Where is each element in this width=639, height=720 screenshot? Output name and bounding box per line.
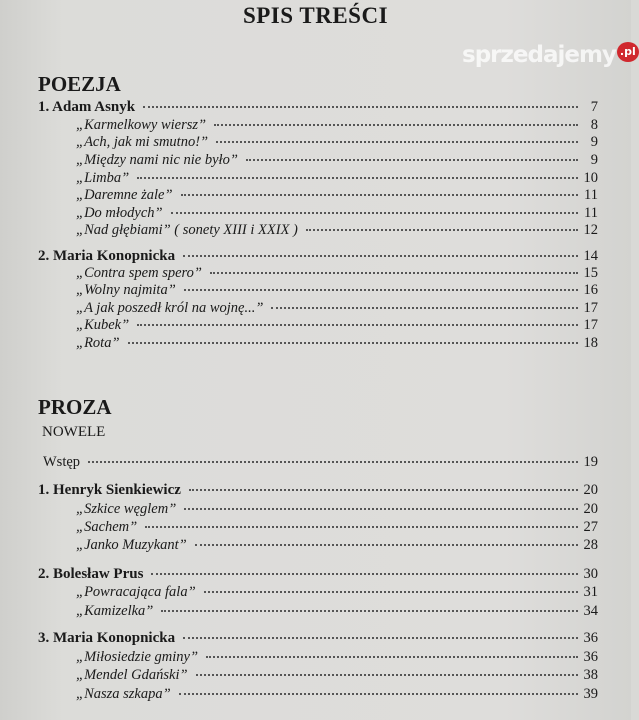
toc-entry: [38, 630, 598, 647]
toc-entry-title: „Daremne żale”: [76, 187, 173, 203]
toc-entry-page-number: 36: [583, 630, 598, 646]
page-title: SPIS TREŚCI: [242, 3, 389, 28]
toc-entry-title: „A jak poszedł król na wojnę...”: [76, 300, 264, 316]
subsection-heading-nowele: NOWELE: [42, 424, 106, 440]
toc-entry-title: „Mendel Gdański”: [76, 667, 188, 683]
toc-entry: [38, 99, 598, 116]
toc-entry: [76, 170, 598, 187]
dot-leader: [161, 609, 577, 612]
toc-entry-title: „Limba”: [76, 170, 130, 186]
toc-entry-title: „Rota”: [76, 335, 120, 351]
toc-entry-page-number: 9: [590, 152, 598, 168]
section-heading-proza: PROZA: [38, 395, 112, 419]
toc-entry-title: „Powracająca fala”: [76, 584, 196, 600]
toc-entry: [76, 649, 598, 666]
toc-entry-page-number: 19: [583, 454, 598, 470]
dot-leader: [183, 636, 577, 639]
toc-entry-title: Wstęp: [43, 454, 81, 470]
toc-entry: [76, 222, 598, 239]
toc-entry: [43, 454, 598, 471]
dot-leader: [246, 158, 578, 161]
toc-entry: [76, 584, 598, 601]
toc-entry-title: „Ach, jak mi smutno!”: [76, 134, 209, 150]
toc-entry: [76, 117, 598, 134]
toc-entry-title: „Janko Muzykant”: [76, 537, 187, 553]
toc-entry-page-number: 28: [583, 537, 598, 553]
toc-entry: [76, 317, 598, 334]
toc-entry: [38, 248, 598, 265]
dot-leader: [184, 288, 578, 291]
toc-entry: [38, 566, 598, 583]
toc-entry-page-number: 12: [583, 222, 598, 238]
toc-entry: [76, 134, 598, 151]
toc-entry-title: „Kubek”: [76, 317, 130, 333]
toc-entry: [76, 335, 598, 352]
watermark-badge: .pl: [617, 42, 639, 62]
toc-entry-title: „Sachem”: [76, 519, 138, 535]
dot-leader: [171, 211, 578, 214]
dot-leader: [128, 341, 578, 344]
dot-leader: [88, 460, 577, 463]
toc-entry-title: „Miłosiedzie gminy”: [76, 649, 199, 665]
dot-leader: [271, 306, 577, 309]
dot-leader: [179, 692, 578, 695]
toc-entry-page-number: 17: [583, 317, 598, 333]
toc-entry-title: 2. Bolesław Prus: [38, 566, 144, 582]
toc-entry-title: „Kamizelka”: [76, 603, 154, 619]
toc-entry-title: „Do młodych”: [76, 205, 163, 221]
toc-entry-page-number: 11: [584, 205, 598, 221]
toc-entry-page-number: 38: [583, 667, 598, 683]
toc-entry-page-number: 31: [583, 584, 598, 600]
dot-leader: [306, 228, 578, 231]
toc-entry: [76, 537, 598, 554]
toc-entry: [76, 152, 598, 169]
toc-entry-title: „Wolny najmita”: [76, 282, 176, 298]
toc-entry: [76, 603, 598, 620]
toc-entry-page-number: 30: [583, 566, 598, 582]
dot-leader: [183, 254, 577, 257]
toc-entry-title: 1. Henryk Sienkiewicz: [38, 482, 181, 498]
toc-entry-page-number: 20: [583, 501, 598, 517]
toc-entry-title: „Nad głębiami” ( sonety XIII i XXIX ): [76, 222, 298, 238]
dot-leader: [206, 655, 577, 658]
toc-entry: [76, 519, 598, 536]
toc-entry-page-number: 34: [583, 603, 598, 619]
toc-entry-page-number: 17: [583, 300, 598, 316]
toc-entry: [76, 265, 598, 282]
toc-entry-title: 3. Maria Konopnicka: [38, 630, 176, 646]
dot-leader: [184, 507, 577, 510]
toc-entry-title: „Między nami nic nie było”: [76, 152, 238, 168]
dot-leader: [137, 176, 577, 179]
toc-entry-page-number: 10: [583, 170, 598, 186]
toc-entry: [76, 187, 598, 204]
toc-entry-page-number: 11: [584, 187, 598, 203]
toc-entry-title: 1. Adam Asnyk: [38, 99, 136, 115]
toc-entry: [76, 667, 598, 684]
toc-entry: [76, 300, 598, 317]
dot-leader: [210, 271, 578, 274]
toc-entry: [76, 205, 598, 222]
dot-leader: [196, 673, 578, 676]
toc-entry-page-number: 9: [590, 134, 598, 150]
toc-entry-page-number: 7: [590, 99, 598, 115]
toc-entry-title: „Szkice węglem”: [76, 501, 177, 517]
dot-leader: [195, 543, 578, 546]
dot-leader: [137, 323, 577, 326]
toc-entry: [38, 482, 598, 499]
toc-entry-page-number: 20: [583, 482, 598, 498]
watermark-logo: [462, 42, 639, 68]
toc-entry-title: 2. Maria Konopnicka: [38, 248, 176, 264]
toc-entry-title: „Karmelkowy wiersz”: [76, 117, 207, 133]
toc-entry-page-number: 16: [583, 282, 598, 298]
toc-entry-page-number: 8: [590, 117, 598, 133]
dot-leader: [151, 572, 577, 575]
toc-entry-title: „Contra spem spero”: [76, 265, 202, 281]
dot-leader: [143, 105, 578, 108]
section-heading-poezja: POEZJA: [38, 72, 121, 96]
dot-leader: [189, 488, 578, 491]
toc-entry-page-number: 39: [583, 686, 598, 702]
toc-entry-page-number: 15: [583, 265, 598, 281]
dot-leader: [145, 525, 577, 528]
toc-entry-title: „Nasza szkapa”: [76, 686, 171, 702]
toc-entry: [76, 282, 598, 299]
toc-entry: [76, 501, 598, 518]
toc-entry-page-number: 36: [583, 649, 598, 665]
dot-leader: [204, 590, 578, 593]
watermark-text: sprzedajemy: [462, 42, 616, 68]
dot-leader: [181, 193, 578, 196]
toc-entry-page-number: 18: [583, 335, 598, 351]
toc-entry-page-number: 27: [583, 519, 598, 535]
dot-leader: [216, 140, 578, 143]
dot-leader: [214, 123, 578, 126]
toc-entry: [76, 686, 598, 703]
toc-entry-page-number: 14: [583, 248, 598, 264]
